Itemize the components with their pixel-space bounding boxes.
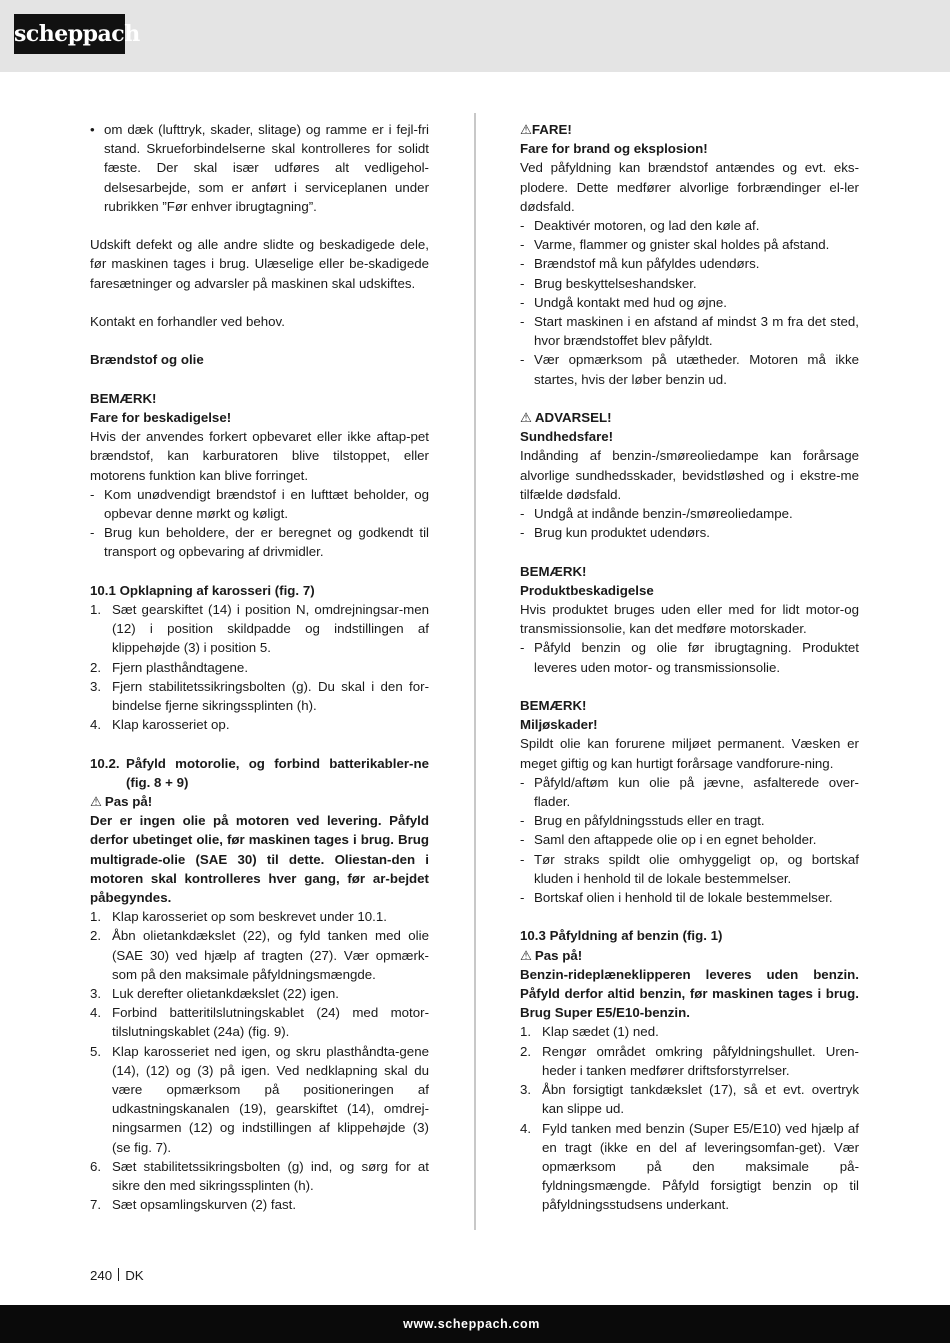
section-10-1-title: 10.1 Opklapning af karosseri (fig. 7) [90,582,315,598]
danger-subtitle: Fare for brand og eksplosion! [520,141,708,157]
warning-subtitle: Sundhedsfare! [520,429,614,445]
note-text: Hvis produktet bruges uden eller med for lidt motor-og transmissionsolie, kan det medføre motorskader. [520,602,859,637]
caution-text: Der er ingen olie på motoren ved levering. Påfyld derfor ubetinget olie, før maskinen tages i brug. Brug multigrade-olie (SAE 30) til dette. Oliestan-den i motoren skal kontrolleres hver gang, før ar-bejdet påbegyndes. [90,813,429,906]
numbered-item: 3. Åbn forsigtigt tankdækslet (17), så et evt. overtryk kan slippe ud. [520,1082,859,1117]
numbered-item: 4. Forbind batteritilslutningskablet (24) med motor-tilslutningskablet (24a) (fig. 9). [90,1005,429,1040]
numbered-item: 2. Fjern plasthåndtagene. [90,659,249,675]
list-item: - Saml den aftappede olie op i en egnet beholder. [520,832,817,848]
note-title: BEMÆRK! [520,698,587,714]
list-item: - Brug kun beholdere, der er beregnet og godkendt til transport og opbevaring af drivmidler. [90,525,429,560]
warning-title: ⚠ ADVARSEL! [520,408,859,427]
numbered-item: 6. Sæt stabilitetssikringsbolten (g) ind, og sørg for at sikre den med sikringssplinten (h). [90,1158,429,1194]
note-text: Hvis der anvendes forkert opbevaret eller ikke aftap-pet brændstof, kan karburatoren blive tilstoppet, eller motorens funktion kan blive forringet. [90,429,429,483]
warning-triangle-icon: ⚠ [520,122,532,137]
heading-fuel-oil: Brændstof og olie [90,352,204,368]
list-item: - Brug beskyttelseshandsker. [520,275,697,291]
danger-title: ⚠FARE! [520,120,859,139]
list-item: - Brug en påfyldningsstuds eller en tragt. [520,813,765,829]
caution-text: Benzin-ridepl​æneklipperen leveres uden benzin. Påfyld derfor altid benzin, før maskinen tages i brug. Brug Super E5/E10-benzin. [520,966,859,1021]
list-item: - Varme, flammer og gnister skal holdes på afstand. [520,237,830,253]
warning-triangle-icon: ⚠ [520,410,532,426]
list-item: - Brug kun produktet udendørs. [520,525,710,541]
numbered-item: 4. Fyld tanken med benzin (Super E5/E10) ved hjælp af en tragt (ikke en del af leveringsomfan-get). Vær opmærksom på den maksimale på-fyldningsmængde. Påfyld forsigtigt benzin op til påfyldningsstudsens underkant. [520,1120,859,1213]
note-subtitle: Produktbeskadigelse [520,582,654,598]
danger-text: Ved påfyldning kan brændstof antændes og evt. eks-plodere. Dette medfører alvorlige forbrændinger el-ler dødsfald. [520,160,859,214]
numbered-item: 3. Fjern stabilitetssikringsbolten (g). Du skal i den for-bindelse fjerne sikringssplinten (h). [90,678,429,714]
paragraph-contact: Kontakt en forhandler ved behov. [90,314,285,329]
list-item: - Påfyld benzin og olie før ibrugtagning. Produktet leveres uden motor- og transmissionsolie. [520,640,859,675]
numbered-item: 3. Luk derefter olietankdækslet (22) igen. [90,986,339,1002]
footer-band [0,1305,950,1343]
list-item: - Deaktivér motoren, og lad den køle af. [520,218,760,234]
scheppach-logo: scheppach [14,14,125,54]
numbered-item: 1. Klap karosseriet op som beskrevet under 10.1. [90,909,387,925]
note-subtitle: Miljøskader! [520,717,598,733]
column-divider [474,113,476,1230]
section-10-3-title: 10.3 Påfyldning af benzin (fig. 1) [520,928,723,944]
list-item: - Brændstof må kun påfyldes udendørs. [520,256,760,272]
numbered-item: 1. Klap sædet (1) ned. [520,1024,659,1040]
note-text: Spildt olie kan forurene miljøet permanent. Væsken er meget giftig og kan hurtigt forårsage vandforure-ning. [520,736,859,771]
caution-label: ⚠ Pas på! [90,792,429,811]
list-item: - Kom unødvendigt brændstof i en lufttæt beholder, og opbevar denne mørkt og køligt. [90,486,429,521]
warning-triangle-icon: ⚠ [90,794,102,810]
note-subtitle: Fare for beskadigelse! [90,409,232,425]
list-item: - Start maskinen i en afstand af mindst 3 m fra det sted, hvor brændstoffet blev påfyldt. [520,314,859,349]
caution-label: ⚠ Pas på! [520,946,859,965]
bullet-item: • om dæk (lufttryk, skader, slitage) og ramme er i fejl-fri stand. Skrueforbindelserne skal kontrolleres for solidt fæste. Der skal især udføres alt vedligehol-delsesarbejde, som er anført i serviceplanen under rubrikken ”Før enhver ibrugtagning”. [90,120,429,216]
header-band [0,0,950,72]
list-item: - Undgå at indånde benzin-/smøreoliedampe. [520,506,793,522]
numbered-item: 4. Klap karosseriet op. [90,717,230,733]
bullet-marker: • [90,122,95,137]
note-title: BEMÆRK! [520,563,587,579]
paragraph-replace-parts: Udskift defekt og alle andre slidte og beskadigede dele, før maskinen tages i brug. Ulæselige eller be-skadigede faresætninger og advarsler på maskinen skal udskiftes. [90,237,429,291]
right-column [520,120,859,1215]
list-item: - Tør straks spildt olie omhyggeligt op, og bortskaf kluden i henhold til de lokale bestemmelser. [520,851,859,886]
list-item: - Påfyld/aftøm kun olie på jævne, asfalterede over-flader. [520,774,859,810]
list-item: - Undgå kontakt med hud og øjne. [520,294,727,310]
warning-triangle-icon: ⚠ [520,947,532,963]
numbered-item: 2. Rengør området omkring påfyldningshullet. Uren-heder i tanken medfører driftsforstyrrelser. [520,1043,859,1078]
note-title: BEMÆRK! [90,390,157,406]
numbered-item: 1. Sæt gearskiftet (14) i position N, omdrejningsar-men (12) i position skildpadde og indstillingen af klippehøjde (3) i position 5. [90,602,429,656]
numbered-item: 2. Åbn olietankdækslet (22), og fyld tanken med olie (SAE 30) ved hjælp af tragten (27). Vær opmærk-som på den maksimale påfyldningsmængde. [90,928,429,982]
numbered-item: 7. Sæt opsamlingskurven (2) fast. [90,1197,297,1213]
page-number: 240 DK [90,1268,144,1283]
list-item: - Bortskaf olien i henhold til de lokale bestemmelser. [520,890,833,906]
numbered-item: 5. Klap karosseriet ned igen, og skru plasthåndta-gene (14), (12) og (3) på igen. Ved nedklapning skal du være opmærksom på positioneringen af udkastningskanalen (19), gearskiftet (14), omdrej-ningsarmen (12) og indstillingen af klippehøjde (3) (se fig. 7). [90,1043,429,1155]
website-link[interactable]: www.scheppach.com [403,1317,540,1331]
warning-text: Indånding af benzin-/smøreoliedampe kan forårsage alvorlige sundhedsskader, bevidstløshed og i ekstre-me tilfælde dødsfald. [520,448,859,502]
list-item: - Vær opmærksom på utætheder. Motoren må ikke startes, hvis der løber benzin ud. [520,352,859,387]
left-column [90,120,429,1214]
section-10-2-title: 10.2. Påfyld motorolie, og forbind batterikabler-ne (fig. 8 + 9) [90,755,429,790]
